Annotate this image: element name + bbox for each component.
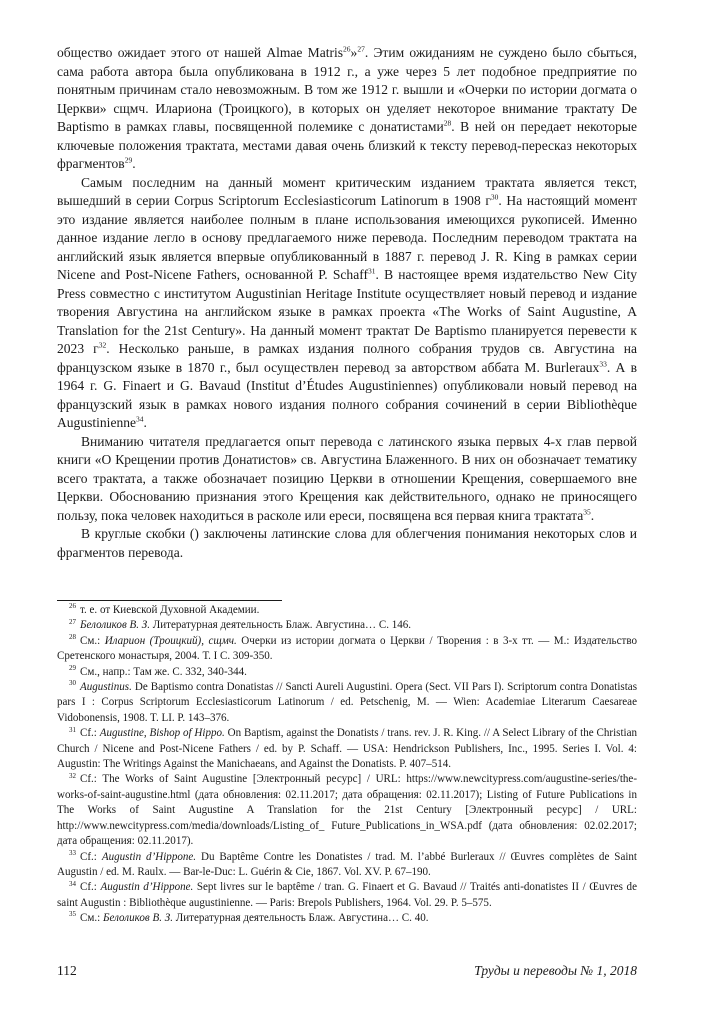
footnote-number: 29 xyxy=(69,663,76,672)
text-run: Вниманию читателя предлагается опыт перевода с латинского языка первых 4-х глав первой книги «О Крещении против Донатистов» св. Августина Блаженного. В них он обозначает тематику всего трактата, а также обозначает позицию Церкви в отношении Крещения, совершаемого вне Церкви. Обоснованию признания этого Крещения как действительного, однако не приносящего пользу, пока человек находиться в расколе или ереси, посвящена вся первая книга трактата xyxy=(57,433,637,523)
footnote-ref: 32 xyxy=(98,340,107,350)
italic-text: Augustinus. xyxy=(80,681,132,694)
footnote-number: 34 xyxy=(69,879,76,888)
footnote-ref: 35 xyxy=(583,506,591,516)
page-footer xyxy=(57,963,637,979)
footnote-number: 32 xyxy=(69,771,76,780)
footnote-ref: 26 xyxy=(343,44,351,54)
text-run: . xyxy=(590,507,595,523)
footnote-number: 30 xyxy=(69,679,76,688)
text-run: De Baptismo contra Donatistas // Sancti Aureli Augustini. Opera (Sect. VII Pars I). Scriptorum contra Donatistas pars I : Corpus Scriptorum Ecclesiasticorum Latinorum / ed. Petschenig, M. — Wien: Academiae Literarum Caesareae Vidobonensis, 1908. T. LI. P. 143–376. xyxy=(57,681,637,724)
text-run: См., напр.: Там же. С. 332, 340-344. xyxy=(80,665,247,678)
text-run: т. е. от Киевской Духовной Академии. xyxy=(80,604,260,616)
italic-text: Белоликов В. З. xyxy=(102,912,173,925)
text-run: См.: xyxy=(80,634,105,647)
text-run: Литературная деятельность Блаж. Августина… С. 40. xyxy=(172,912,429,925)
footnote xyxy=(57,726,637,772)
text-run: Литературная деятельность Блаж. Августина… С. 146. xyxy=(150,619,412,632)
footnotes xyxy=(57,603,637,927)
paragraph xyxy=(57,525,637,562)
footnote-separator xyxy=(57,600,282,601)
footnote xyxy=(57,603,637,618)
page-number: 112 xyxy=(57,963,77,978)
text-run: . Этим ожиданиям не суждено было сбыться, сама работа автора была опубликована в 1912 г., а уже через 5 лет подобное предприятие по понятным причинам стало невозможным. В том же 1912 г. вышли и «Очерки по истории догмата о Церкви» сщмч. Илариона (Троицкого), в которых он уделяет некоторое внимание трактату De Baptismo в рамках главы, посвященной полемике с донатистами xyxy=(57,45,637,134)
paragraph xyxy=(57,174,637,433)
footnote-number: 27 xyxy=(69,617,76,626)
footnote-ref: 28 xyxy=(443,118,452,128)
footnote xyxy=(57,618,637,633)
text-run: Du Baptême Contre les Donatistes / trad. M. l’abbé Burleraux // Œuvres complètes de Saint Augustin / ed. M. Raulx. — Bar-le-Duc: L. Guérin & Cie, 1867. Vol. XV. P. 67–190. xyxy=(57,850,638,878)
italic-text: Augustin d’Hippone. xyxy=(101,850,197,863)
text-run: . В ней он передает некоторые ключевые положения трактата, местами давая очень близкий к тексту перевод-пересказ некоторых фрагментов xyxy=(57,119,637,171)
footnote-ref: 27 xyxy=(357,44,365,54)
text-run: . Несколько раньше, в рамках издания полного собрания трудов св. Августина на французском языке в 1870 г., был осуществлен перевод за авторством аббата M. Burleraux xyxy=(57,341,637,375)
footnote-ref: 33 xyxy=(599,358,607,368)
text-run: Sept livres sur le baptême / tran. G. Finaert et G. Bavaud // Traités anti-donatistes II / Œuvres de saint Augustin : Bibliothèque augustinienne. — Paris: Brepols Publishers, 1964. Vol. 29. P. 5–575. xyxy=(57,881,637,909)
footnote-ref: 30 xyxy=(490,192,499,202)
text-run: Cf.: xyxy=(80,881,101,894)
text-run: Cf.: xyxy=(80,850,102,863)
text-run: общество ожидает этого от нашей Almae Matris xyxy=(57,45,344,60)
text-run: . На настоящий момент это издание является наиболее полным в плане использования имеющихся рукописей. Именно данное издание легло в основу предлагаемого ниже перевода. Последним переводом трактата на английский язык является впервые опубликованный в 1887 г. перевод J. R. King в рамках серии Nicene and Post-Nicene Fathers, основанной P. Schaff xyxy=(57,193,637,282)
text-run: В круглые скобки () заключены латинские слова для облегчения понимания некоторых слов и фрагментов перевода. xyxy=(57,526,637,560)
footnote-ref: 31 xyxy=(367,266,376,276)
italic-text: Augustine, Bishop of Hippo. xyxy=(99,727,225,740)
footnote xyxy=(57,634,637,665)
footnote-number: 26 xyxy=(69,602,76,611)
footnote-number: 31 xyxy=(69,725,76,734)
text-run: . xyxy=(143,415,147,430)
footnote-ref: 34 xyxy=(136,414,144,424)
footnote-number: 28 xyxy=(69,633,76,642)
text-run: . А в 1964 г. G. Finaert и G. Bavaud (Institut d’Études Augustiniennes) опубликовали новый перевод на французский язык в рамках нового издания полного собрания сочинений в серии Bibliothèque Augustinienne xyxy=(57,359,638,430)
text-run: Очерки из истории догмата о Церкви / Творения : в 3-х тт. — М.: Издательство Сретенского монастыря, 2004. Т. I С. 309-350. xyxy=(57,634,637,663)
paragraph xyxy=(57,433,637,526)
text-run: On Baptism, against the Donatists / trans. rev. J. R. King. // A Select Library of the Christian Church / Nicene and Post-Nicene Fathers / ed. by P. Schaff. — USA: Hendrickson Publishers, Inc., 1995. Series I. Vol. 4: Augustin: The Writings Against the Manichaeans, and Against the Donatists. P. 407–514. xyxy=(57,727,638,771)
text-run: » xyxy=(350,45,358,60)
main-text xyxy=(57,44,637,562)
paragraph xyxy=(57,44,637,174)
italic-text: Augustin d’Hippone. xyxy=(100,881,194,894)
footnote xyxy=(57,665,637,680)
footnote xyxy=(57,680,637,726)
footnote-number: 35 xyxy=(69,910,76,919)
footnote xyxy=(57,772,637,849)
text-run: . xyxy=(132,156,136,171)
italic-text: Белоликов В. З. xyxy=(80,619,151,632)
italic-text: Иларион (Троицкий), сщмч. xyxy=(104,634,237,647)
footnote-ref: 29 xyxy=(124,155,133,165)
text-run: Cf.: xyxy=(80,727,100,740)
footnote xyxy=(57,850,637,881)
footnote xyxy=(57,911,637,926)
text-run: Cf.: The Works of Saint Augustine [Электронный ресурс] / URL: https://www.newcitypress.com/augustine-series/the-works-of-saint-augustine.html (дата обновления: 02.11.2017; дата обращения: 02.11.2017); Listing of Future Publications in The Works of Saint Augustine A Translation for the 21st Century [Электронный ресурс] / URL: http://www.newcitypress.com/media/downloads/Listing_of_ Future_Publications_in_WSA.pdf (дата обновления: 02.02.2017; дата обращения: 02.11.2017). xyxy=(57,773,637,848)
journal-title: Труды и переводы № 1, 2018 xyxy=(474,963,637,978)
footnote xyxy=(57,880,637,911)
text-run: См.: xyxy=(80,912,103,925)
text-run: . В настоящее время издательство New City Press совместно с институтом Augustinian Heritage Institute осуществляет новый перевод и издание творения Августина на английском языке в рамках проекта «The Works of Saint Augustine, A Translation for the 21st Century». На данный момент трактат De Baptismo планируется перевести к 2023 г xyxy=(57,267,637,356)
text-run: Самым последним на данный момент критическим изданием трактата является текст, вышедший в серии Corpus Scriptorum Ecclesiasticorum Latinorum в 1908 г xyxy=(57,174,637,208)
footnote-number: 33 xyxy=(69,848,76,857)
